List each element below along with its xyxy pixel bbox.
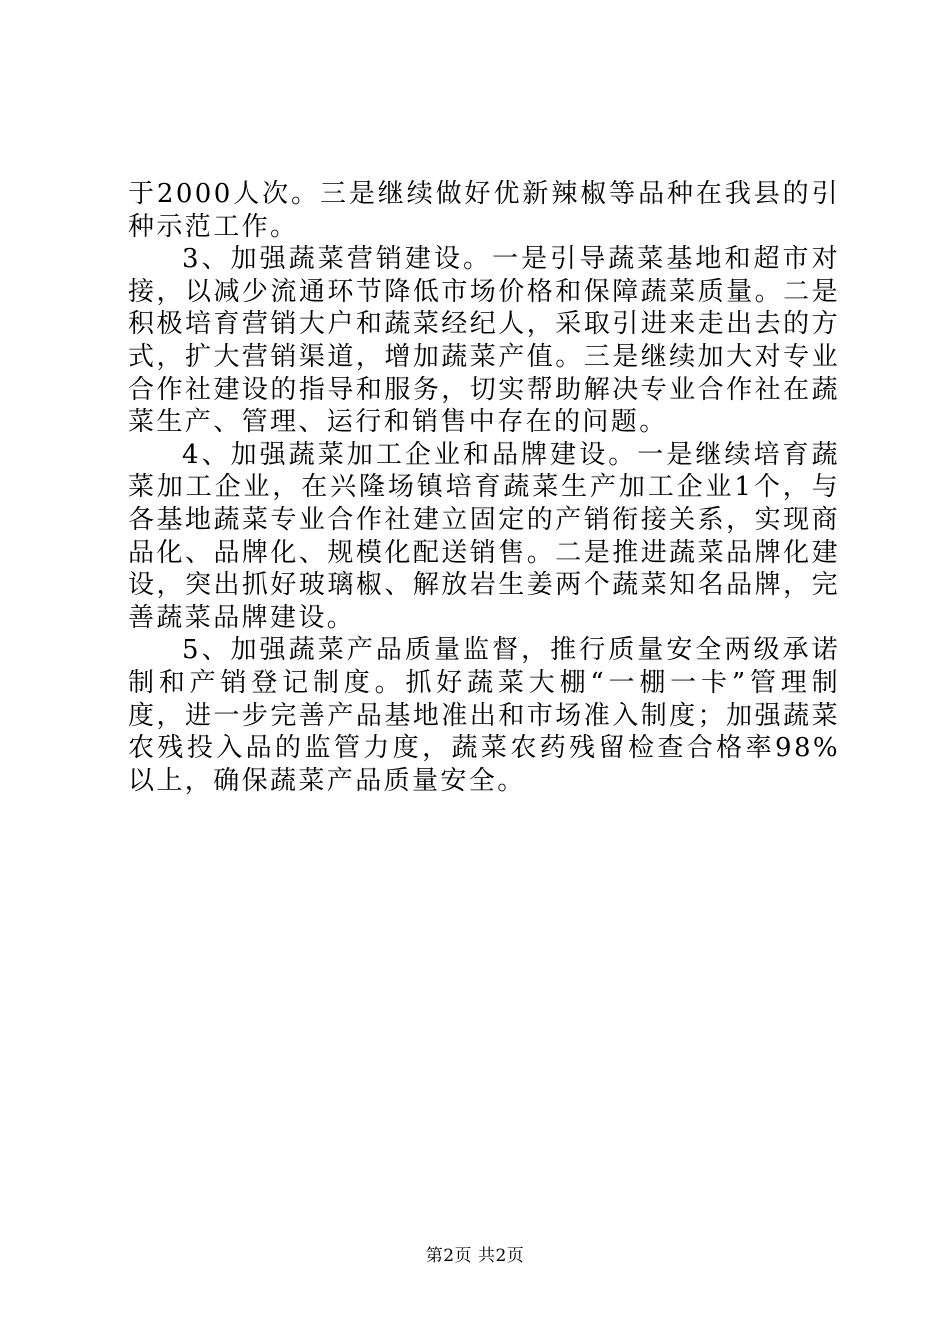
document-body: [128, 178, 840, 797]
page-footer: 第2页 共2页: [425, 1246, 525, 1266]
paragraph-processing-brand: 4、加强蔬菜加工企业和品牌建设。一是继续培育蔬菜加工企业，在兴隆场镇培育蔬菜生产加工企业1个，与各基地蔬菜专业合作社建立固定的产销衔接关系，实现商品化、品牌化、规模化配送销售。二是推进蔬菜品牌化建设，突出抓好玻璃椒、解放岩生姜两个蔬菜知名品牌，完善蔬菜品牌建设。: [128, 439, 840, 633]
paragraph-quality-supervision: 5、加强蔬菜产品质量监督，推行质量安全两级承诺制和产销登记制度。抓好蔬菜大棚“一棚一卡”管理制度，进一步完善产品基地准出和市场准入制度；加强蔬菜农残投入品的监管力度，蔬菜农药残留检查合格率98%以上，确保蔬菜产品质量安全。: [128, 635, 840, 796]
paragraph-marketing: 3、加强蔬菜营销建设。一是引导蔬菜基地和超市对接，以减少流通环节降低市场价格和保障蔬菜质量。二是积极培育营销大户和蔬菜经纪人，采取引进来走出去的方式，扩大营销渠道，增加蔬菜产值。三是继续加大对专业合作社建设的指导和服务，切实帮助解决专业合作社在蔬菜生产、管理、运行和销售中存在的问题。: [128, 244, 840, 438]
paragraph-continuation: 于2000人次。三是继续做好优新辣椒等品种在我县的引种示范工作。: [128, 179, 840, 242]
